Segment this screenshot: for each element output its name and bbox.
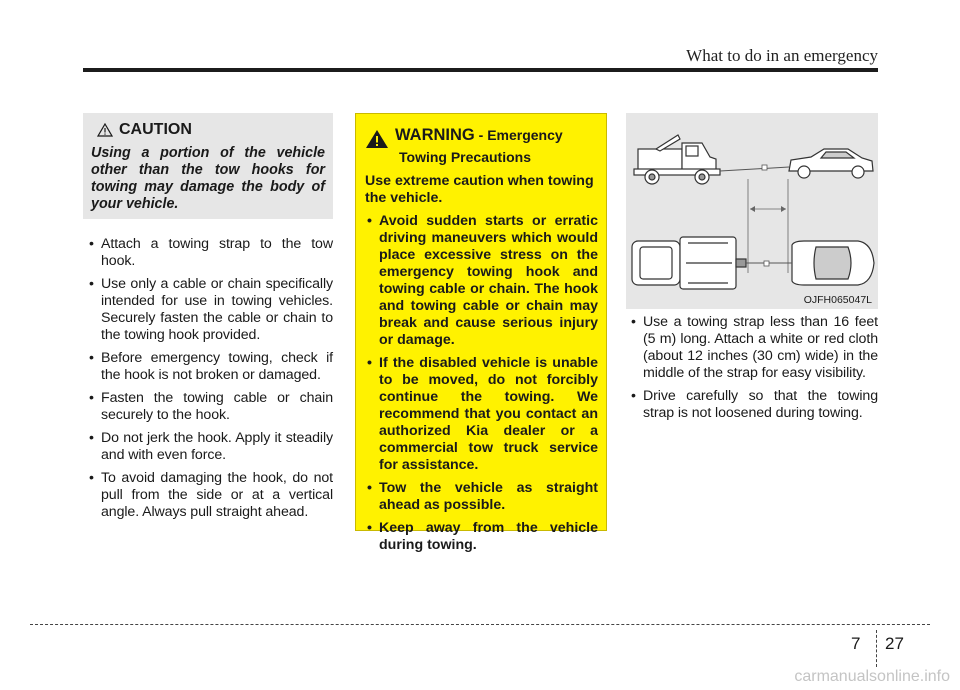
watermark: carmanualsonline.info [794, 668, 950, 685]
warning-box [355, 113, 607, 553]
chapter-number: 7 [851, 634, 861, 653]
figure-code: OJFH065047L [803, 294, 872, 306]
warning-subtitle-line2: Towing Precautions [399, 149, 531, 165]
list-item: • To avoid damaging the hook, do not pull from the side or at a vertical angle. Always pull straight ahead. [83, 470, 333, 521]
caution-heading [97, 121, 325, 139]
tow-truck-side [634, 135, 720, 184]
sedan-side [789, 149, 873, 178]
list-item: • Tow the vehicle as straight ahead as possible. [365, 480, 598, 514]
list-item: • Keep away from the vehicle during towing. [365, 520, 598, 554]
warning-title: WARNING [395, 126, 475, 144]
caution-text: Using a portion of the vehicle other than the tow hooks for towing may damage the body of your vehicle. [91, 145, 325, 212]
right-bullet-list [625, 314, 878, 428]
list-item: • Fasten the towing cable or chain securely to the hook. [83, 390, 333, 424]
list-item: • Drive carefully so that the towing strap is not loosened during towing. [625, 388, 878, 422]
section-title: What to do in an emergency [686, 46, 878, 65]
page-number: 27 [885, 634, 904, 653]
warning-intro: Use extreme caution when towing the vehicle. [365, 173, 594, 206]
left-bullet-list [83, 236, 333, 527]
warning-triangle-icon [97, 123, 113, 137]
towing-illustration [626, 113, 878, 309]
warning-list [365, 213, 598, 554]
list-item: • If the disabled vehicle is unable to be moved, do not forcibly continue the towing. We recommend that you contact an authorized Kia dealer or a commercial tow truck service for assistance. [365, 355, 598, 474]
page-number-divider [876, 630, 877, 667]
header-rule [83, 68, 878, 72]
warning-heading [365, 126, 598, 149]
list-item: • Use a towing strap less than 16 feet (5 m) long. Attach a white or red cloth (about 12 inches (30 cm) wide) in the middle of the strap for easy visibility. [625, 314, 878, 382]
footer-rule [30, 624, 930, 625]
warning-subtitle: - Emergency [474, 127, 563, 143]
caution-title: CAUTION [119, 121, 192, 138]
list-item: • Use only a cable or chain specifically intended for use in towing vehicles. Securely fasten the cable or chain to the towing hook provided. [83, 276, 333, 344]
caution-box [83, 113, 333, 219]
list-item: • Do not jerk the hook. Apply it steadily and with even force. [83, 430, 333, 464]
sedan-top [792, 241, 874, 285]
list-item: • Attach a towing strap to the tow hook. [83, 236, 333, 270]
towing-diagram [626, 113, 878, 309]
list-item: • Before emergency towing, check if the hook is not broken or damaged. [83, 350, 333, 384]
tow-truck-top [632, 237, 746, 289]
warning-triangle-icon [365, 129, 389, 149]
list-item: • Avoid sudden starts or erratic driving maneuvers which would place excessive stress on the emergency towing hook and towing cable or chain. The hook and towing cable or chain may break and cause serious injury or damage. [365, 213, 598, 349]
